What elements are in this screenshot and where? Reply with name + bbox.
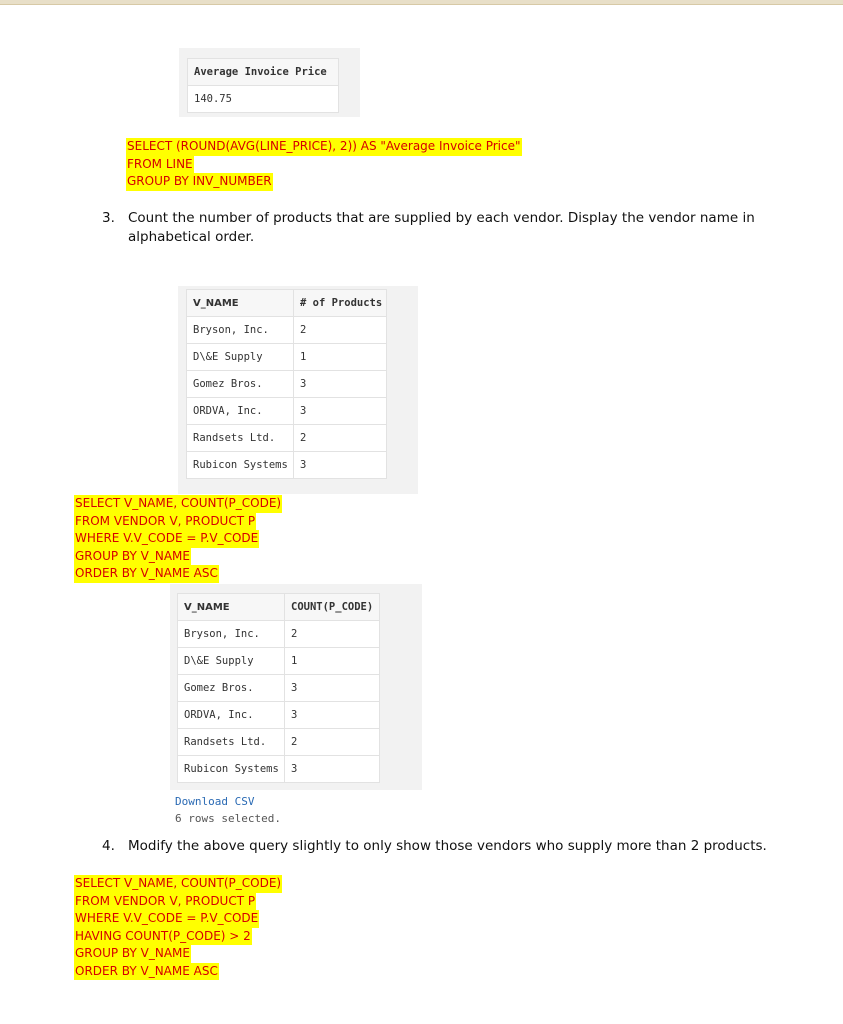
table-row: [178, 621, 380, 648]
count-cell: 2: [285, 621, 380, 648]
count-cell: 2: [294, 425, 387, 452]
vendor-name-cell: Rubicon Systems: [178, 756, 285, 783]
table-row: [187, 398, 387, 425]
sql-block-2: [74, 495, 282, 583]
question-text: alphabetical order.: [128, 229, 255, 245]
vendor-name-cell: Bryson, Inc.: [178, 621, 285, 648]
page-top-border: [0, 0, 843, 5]
sql-line: FROM LINE: [126, 156, 194, 174]
vendor-name-cell: D\&E Supply: [178, 648, 285, 675]
sql-line: FROM VENDOR V, PRODUCT P: [74, 893, 256, 911]
question-number: 4.: [102, 838, 115, 854]
sql-line: WHERE V.V_CODE = P.V_CODE: [74, 530, 259, 548]
vendor-name-cell: Gomez Bros.: [187, 371, 294, 398]
table-row: [178, 729, 380, 756]
vendor-name-cell: ORDVA, Inc.: [178, 702, 285, 729]
table-row: [178, 756, 380, 783]
rows-selected-text: 6 rows selected.: [175, 812, 281, 825]
column-header: # of Products: [294, 290, 387, 317]
sql-block-3: [74, 875, 282, 980]
table-row: [187, 344, 387, 371]
column-header: V_NAME: [178, 594, 285, 621]
sql-line: FROM VENDOR V, PRODUCT P: [74, 513, 256, 531]
vendor-name-cell: D\&E Supply: [187, 344, 294, 371]
count-cell: 3: [294, 398, 387, 425]
vendor-name-cell: Bryson, Inc.: [187, 317, 294, 344]
download-csv-link[interactable]: Download CSV: [175, 795, 255, 808]
question-4: [102, 837, 822, 857]
count-cell: 1: [294, 344, 387, 371]
vendor-name-cell: Randsets Ltd.: [178, 729, 285, 756]
sql-line: SELECT V_NAME, COUNT(P_CODE): [74, 495, 282, 513]
sql-line: GROUP BY INV_NUMBER: [126, 173, 273, 191]
count-cell: 1: [285, 648, 380, 675]
table-row: [178, 675, 380, 702]
count-cell: 2: [285, 729, 380, 756]
count-cell: 2: [294, 317, 387, 344]
count-cell: 3: [285, 756, 380, 783]
question-number: 3.: [102, 210, 115, 226]
avg-result-table: [187, 58, 339, 113]
count-cell: 3: [285, 675, 380, 702]
count-cell: 3: [285, 702, 380, 729]
count-cell: 3: [294, 371, 387, 398]
table-row: [187, 317, 387, 344]
column-header: COUNT(P_CODE): [285, 594, 380, 621]
vendor-name-cell: Rubicon Systems: [187, 452, 294, 479]
sql-line: WHERE V.V_CODE = P.V_CODE: [74, 910, 259, 928]
sql-line: ORDER BY V_NAME ASC: [74, 963, 219, 981]
vendor-name-cell: ORDVA, Inc.: [187, 398, 294, 425]
sql-line: GROUP BY V_NAME: [74, 945, 191, 963]
sql-line: GROUP BY V_NAME: [74, 548, 191, 566]
question-3: [102, 209, 802, 249]
sql-line: SELECT (ROUND(AVG(LINE_PRICE), 2)) AS "Average Invoice Price": [126, 138, 522, 156]
avg-value-cell: 140.75: [188, 86, 339, 113]
avg-column-header: Average Invoice Price: [188, 59, 339, 86]
column-header: V_NAME: [187, 290, 294, 317]
sql-line: ORDER BY V_NAME ASC: [74, 565, 219, 583]
vendor-name-cell: Gomez Bros.: [178, 675, 285, 702]
sql-line: SELECT V_NAME, COUNT(P_CODE): [74, 875, 282, 893]
count-cell: 3: [294, 452, 387, 479]
table-row: [187, 452, 387, 479]
sql-block-1: [126, 138, 522, 191]
table-row: [187, 371, 387, 398]
question-text: Modify the above query slightly to only show those vendors who supply more than 2 products.: [128, 838, 767, 854]
table-row: [178, 648, 380, 675]
table-row: [178, 702, 380, 729]
result-table-2: [177, 593, 380, 783]
question-text: Count the number of products that are supplied by each vendor. Display the vendor name in: [128, 210, 755, 226]
table-row: [187, 425, 387, 452]
sql-line: HAVING COUNT(P_CODE) > 2: [74, 928, 252, 946]
result-table-1: [186, 289, 387, 479]
vendor-name-cell: Randsets Ltd.: [187, 425, 294, 452]
